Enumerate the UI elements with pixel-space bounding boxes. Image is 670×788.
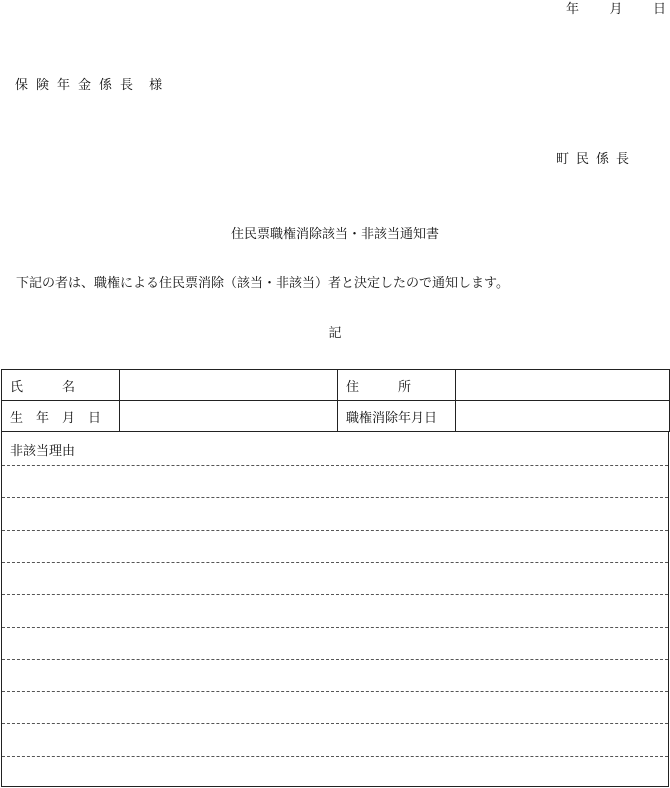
addressee-title: 保険年金係長 <box>15 78 142 93</box>
reason-dashed-line <box>2 627 668 628</box>
birth-label-cell <box>2 401 120 432</box>
birth-label: 生 年 月 日 <box>10 410 102 426</box>
table-row <box>2 401 670 432</box>
table-row <box>2 370 670 401</box>
reason-label: 非該当理由 <box>10 444 76 459</box>
ki-heading: 記 <box>328 326 342 341</box>
reason-dashed-line <box>2 756 668 757</box>
reason-dashed-line <box>2 562 668 563</box>
deletion-date-label: 職権消除年月日 <box>346 410 438 426</box>
name-label-cell <box>2 370 120 401</box>
document-title: 住民票職権消除該当・非該当通知書 <box>230 227 439 242</box>
sender-title: 町民係長 <box>555 152 636 167</box>
reason-dashed-line <box>2 659 668 660</box>
name-label: 氏 名 <box>10 379 76 395</box>
date-month: 月 <box>609 2 623 17</box>
reason-dashed-line <box>2 497 668 498</box>
name-value-cell[interactable] <box>120 370 338 401</box>
reason-dashed-line <box>2 465 668 466</box>
body-text: 下記の者は、職権による住民票消除（該当・非該当）者と決定したので通知します。 <box>16 276 509 291</box>
reason-dashed-line <box>2 530 668 531</box>
address-label-cell <box>338 370 456 401</box>
reason-dashed-line <box>2 691 668 692</box>
date-year: 年 <box>566 2 580 17</box>
address-value-cell[interactable] <box>456 370 670 401</box>
address-label: 住 所 <box>346 379 412 395</box>
birth-value-cell[interactable] <box>120 401 338 432</box>
addressee <box>15 74 162 93</box>
deletion-date-label-cell <box>338 401 456 432</box>
date-line <box>566 0 666 17</box>
date-day: 日 <box>652 2 666 17</box>
reason-dashed-line <box>2 594 668 595</box>
deletion-date-value-cell[interactable] <box>456 401 670 432</box>
reason-dashed-line <box>2 723 668 724</box>
info-table <box>1 369 670 432</box>
addressee-honorific: 様 <box>149 78 163 93</box>
reason-box[interactable] <box>1 432 669 787</box>
